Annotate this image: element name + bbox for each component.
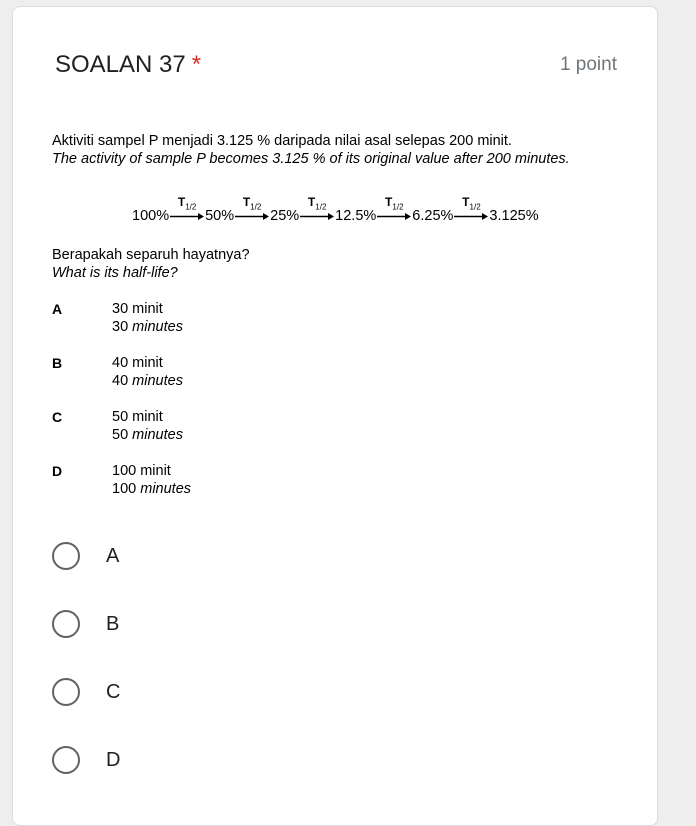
arrow-label: T <box>177 194 186 209</box>
radio-button-c[interactable] <box>52 678 80 706</box>
half-life-arrow <box>300 196 334 220</box>
arrow-subscript: 1/2 <box>392 202 404 211</box>
option-number: 40 <box>112 373 129 389</box>
option-malay: 50 minit <box>112 409 163 425</box>
chain-value: 50% <box>205 208 235 224</box>
option-letter: A <box>52 301 63 317</box>
right-arrow-icon <box>300 213 334 220</box>
points-label: 1 point <box>559 54 617 75</box>
chain-value: 100% <box>132 208 170 224</box>
radio-group <box>52 538 120 810</box>
choice-label[interactable]: D <box>106 748 121 771</box>
option-b <box>52 354 612 390</box>
question-text-english: The activity of sample P becomes 3.125 % of its original value after 200 minutes. <box>52 151 570 167</box>
half-life-arrow <box>377 196 411 220</box>
option-c <box>52 408 612 444</box>
question-header <box>55 51 617 79</box>
choice-c[interactable] <box>52 674 120 710</box>
arrow-subscript: 1/2 <box>185 202 197 211</box>
question-image <box>52 132 612 498</box>
right-arrow-icon <box>235 213 269 220</box>
required-asterisk: * <box>191 51 202 78</box>
half-life-arrow <box>454 196 488 220</box>
question-prompt <box>52 246 612 282</box>
half-life-arrow <box>235 196 269 220</box>
prompt-english: What is its half-life? <box>52 265 178 281</box>
option-unit: minutes <box>132 373 183 389</box>
title-text: SOALAN 37 <box>55 51 186 78</box>
radio-button-b[interactable] <box>52 610 80 638</box>
option-number: 50 <box>112 427 129 443</box>
option-unit: minutes <box>140 481 192 497</box>
right-arrow-icon <box>377 213 411 220</box>
arrow-label: T <box>242 194 251 209</box>
chain-value: 3.125% <box>489 208 539 224</box>
chain-value: 6.25% <box>412 208 454 224</box>
option-english <box>112 426 183 444</box>
option-number: 30 <box>112 319 129 335</box>
chain-value: 25% <box>270 208 300 224</box>
option-letter: D <box>52 463 63 479</box>
option-malay: 40 minit <box>112 355 163 371</box>
option-number: 100 <box>112 481 137 497</box>
option-unit: minutes <box>132 427 183 443</box>
option-malay: 100 minit <box>112 463 171 479</box>
half-life-arrow <box>170 196 204 220</box>
question-title <box>55 51 201 79</box>
prompt-malay: Berapakah separuh hayatnya? <box>52 247 250 263</box>
option-english <box>112 480 191 498</box>
option-letter: C <box>52 409 63 425</box>
option-unit: minutes <box>132 319 183 335</box>
chain-value: 12.5% <box>335 208 377 224</box>
question-text-malay: Aktiviti sampel P menjadi 3.125 % daripada nilai asal selepas 200 minit. <box>52 133 512 149</box>
option-english <box>112 318 183 336</box>
arrow-label: T <box>307 194 316 209</box>
arrow-subscript: 1/2 <box>469 202 481 211</box>
half-life-chain <box>132 194 612 224</box>
choice-label[interactable]: A <box>106 544 120 567</box>
choice-label[interactable]: C <box>106 680 121 703</box>
radio-button-a[interactable] <box>52 542 80 570</box>
choice-a[interactable] <box>52 538 120 574</box>
option-english <box>112 372 183 390</box>
option-a <box>52 300 612 336</box>
arrow-subscript: 1/2 <box>315 202 327 211</box>
choice-b[interactable] <box>52 606 120 642</box>
choice-d[interactable] <box>52 742 120 778</box>
arrow-subscript: 1/2 <box>250 202 262 211</box>
arrow-label: T <box>462 194 470 209</box>
option-letter: B <box>52 355 63 371</box>
radio-button-d[interactable] <box>52 746 80 774</box>
right-arrow-icon <box>170 213 204 220</box>
arrow-label: T <box>385 194 393 209</box>
choice-label[interactable]: B <box>106 612 120 635</box>
answer-options-list <box>52 300 612 498</box>
option-d <box>52 462 612 498</box>
option-malay: 30 minit <box>112 301 163 317</box>
right-arrow-icon <box>454 213 488 220</box>
